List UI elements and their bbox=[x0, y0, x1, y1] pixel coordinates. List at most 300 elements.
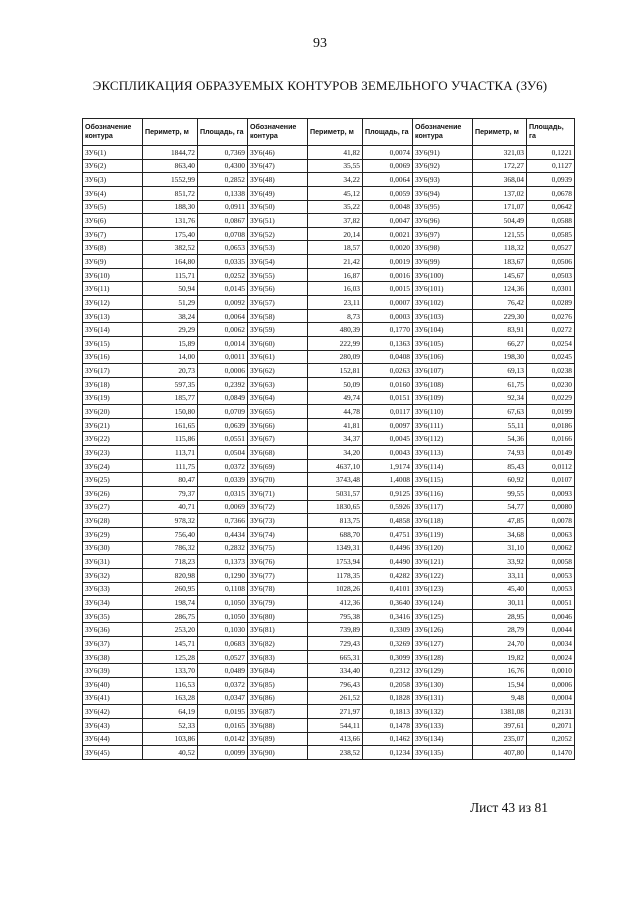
perimeter-cell: 113,71 bbox=[143, 446, 198, 460]
contour-designation: ЗУ6(13) bbox=[83, 309, 143, 323]
perimeter-cell: 54,77 bbox=[473, 500, 527, 514]
contour-designation: ЗУ6(30) bbox=[83, 541, 143, 555]
perimeter-cell: 34,68 bbox=[473, 527, 527, 541]
contour-designation: ЗУ6(86) bbox=[248, 691, 308, 705]
area-cell: 0,1478 bbox=[363, 718, 413, 732]
contour-designation: ЗУ6(9) bbox=[83, 255, 143, 269]
contour-designation: ЗУ6(11) bbox=[83, 282, 143, 296]
area-cell: 0,0372 bbox=[198, 677, 248, 691]
area-cell: 0,0006 bbox=[527, 677, 575, 691]
contour-designation: ЗУ6(56) bbox=[248, 282, 308, 296]
table-row bbox=[83, 732, 575, 746]
perimeter-cell: 665,31 bbox=[308, 650, 363, 664]
area-cell: 0,0062 bbox=[527, 541, 575, 555]
area-cell: 0,0003 bbox=[363, 309, 413, 323]
contour-designation: ЗУ6(81) bbox=[248, 623, 308, 637]
table-row bbox=[83, 282, 575, 296]
contour-designation: ЗУ6(44) bbox=[83, 732, 143, 746]
perimeter-cell: 261,52 bbox=[308, 691, 363, 705]
contour-designation: ЗУ6(27) bbox=[83, 500, 143, 514]
table-row bbox=[83, 200, 575, 214]
contour-designation: ЗУ6(101) bbox=[413, 282, 473, 296]
perimeter-cell: 1349,31 bbox=[308, 541, 363, 555]
area-cell: 0,0151 bbox=[363, 391, 413, 405]
area-cell: 0,0272 bbox=[527, 323, 575, 337]
contour-designation: ЗУ6(135) bbox=[413, 746, 473, 760]
contour-designation: ЗУ6(109) bbox=[413, 391, 473, 405]
area-cell: 0,2058 bbox=[363, 677, 413, 691]
area-cell: 0,0653 bbox=[198, 241, 248, 255]
perimeter-cell: 92,34 bbox=[473, 391, 527, 405]
contour-designation: ЗУ6(32) bbox=[83, 568, 143, 582]
table-row bbox=[83, 391, 575, 405]
table-row bbox=[83, 664, 575, 678]
area-cell: 0,1050 bbox=[198, 609, 248, 623]
perimeter-cell: 40,52 bbox=[143, 746, 198, 760]
area-cell: 0,0145 bbox=[198, 282, 248, 296]
perimeter-cell: 41,82 bbox=[308, 146, 363, 160]
perimeter-cell: 54,36 bbox=[473, 432, 527, 446]
area-cell: 0,0092 bbox=[198, 296, 248, 310]
area-cell: 0,2131 bbox=[527, 705, 575, 719]
contour-designation: ЗУ6(126) bbox=[413, 623, 473, 637]
table-row bbox=[83, 309, 575, 323]
contour-designation: ЗУ6(112) bbox=[413, 432, 473, 446]
contour-designation: ЗУ6(26) bbox=[83, 487, 143, 501]
contour-designation: ЗУ6(88) bbox=[248, 718, 308, 732]
perimeter-cell: 271,97 bbox=[308, 705, 363, 719]
contour-designation: ЗУ6(24) bbox=[83, 459, 143, 473]
contour-designation: ЗУ6(94) bbox=[413, 186, 473, 200]
table-row bbox=[83, 459, 575, 473]
contour-designation: ЗУ6(92) bbox=[413, 159, 473, 173]
area-cell: 0,1108 bbox=[198, 582, 248, 596]
table-row bbox=[83, 241, 575, 255]
perimeter-cell: 756,40 bbox=[143, 527, 198, 541]
area-cell: 0,0051 bbox=[527, 596, 575, 610]
perimeter-cell: 28,79 bbox=[473, 623, 527, 637]
table-row bbox=[83, 255, 575, 269]
contour-designation: ЗУ6(39) bbox=[83, 664, 143, 678]
area-cell: 0,4490 bbox=[363, 555, 413, 569]
contour-designation: ЗУ6(123) bbox=[413, 582, 473, 596]
perimeter-cell: 111,75 bbox=[143, 459, 198, 473]
area-cell: 0,1363 bbox=[363, 336, 413, 350]
area-cell: 0,0165 bbox=[198, 718, 248, 732]
contour-designation: ЗУ6(75) bbox=[248, 541, 308, 555]
perimeter-cell: 29,29 bbox=[143, 323, 198, 337]
contour-designation: ЗУ6(66) bbox=[248, 418, 308, 432]
perimeter-cell: 21,42 bbox=[308, 255, 363, 269]
perimeter-cell: 334,40 bbox=[308, 664, 363, 678]
table-row bbox=[83, 718, 575, 732]
perimeter-cell: 145,67 bbox=[473, 268, 527, 282]
perimeter-cell: 45,40 bbox=[473, 582, 527, 596]
perimeter-cell: 3743,48 bbox=[308, 473, 363, 487]
perimeter-cell: 253,20 bbox=[143, 623, 198, 637]
perimeter-cell: 45,12 bbox=[308, 186, 363, 200]
contour-designation: ЗУ6(50) bbox=[248, 200, 308, 214]
area-cell: 0,3269 bbox=[363, 637, 413, 651]
area-cell: 0,0112 bbox=[527, 459, 575, 473]
contour-designation: ЗУ6(99) bbox=[413, 255, 473, 269]
contour-designation: ЗУ6(25) bbox=[83, 473, 143, 487]
perimeter-cell: 597,35 bbox=[143, 377, 198, 391]
table-row bbox=[83, 214, 575, 228]
perimeter-cell: 131,76 bbox=[143, 214, 198, 228]
table-row bbox=[83, 637, 575, 651]
area-cell: 0,1290 bbox=[198, 568, 248, 582]
contour-designation: ЗУ6(48) bbox=[248, 173, 308, 187]
contour-designation: ЗУ6(68) bbox=[248, 446, 308, 460]
perimeter-cell: 198,74 bbox=[143, 596, 198, 610]
perimeter-cell: 1830,65 bbox=[308, 500, 363, 514]
area-cell: 0,0020 bbox=[363, 241, 413, 255]
area-cell: 0,0527 bbox=[198, 650, 248, 664]
area-cell: 0,0074 bbox=[363, 146, 413, 160]
header-area: Площадь, га bbox=[527, 119, 575, 146]
table-header-row bbox=[83, 119, 575, 146]
perimeter-cell: 407,80 bbox=[473, 746, 527, 760]
contour-designation: ЗУ6(67) bbox=[248, 432, 308, 446]
area-cell: 0,0016 bbox=[363, 268, 413, 282]
area-cell: 0,0289 bbox=[527, 296, 575, 310]
header-area: Площадь, га bbox=[363, 119, 413, 146]
area-cell: 0,1813 bbox=[363, 705, 413, 719]
perimeter-cell: 24,70 bbox=[473, 637, 527, 651]
area-cell: 0,0254 bbox=[527, 336, 575, 350]
area-cell: 0,0276 bbox=[527, 309, 575, 323]
perimeter-cell: 35,22 bbox=[308, 200, 363, 214]
perimeter-cell: 64,19 bbox=[143, 705, 198, 719]
area-cell: 0,0078 bbox=[527, 514, 575, 528]
perimeter-cell: 412,36 bbox=[308, 596, 363, 610]
area-cell: 0,0034 bbox=[527, 637, 575, 651]
perimeter-cell: 76,42 bbox=[473, 296, 527, 310]
area-cell: 0,0048 bbox=[363, 200, 413, 214]
perimeter-cell: 20,14 bbox=[308, 227, 363, 241]
table-body bbox=[83, 146, 575, 760]
area-cell: 0,4300 bbox=[198, 159, 248, 173]
perimeter-cell: 60,92 bbox=[473, 473, 527, 487]
perimeter-cell: 20,73 bbox=[143, 364, 198, 378]
area-cell: 0,0504 bbox=[198, 446, 248, 460]
contour-designation: ЗУ6(134) bbox=[413, 732, 473, 746]
perimeter-cell: 222,99 bbox=[308, 336, 363, 350]
perimeter-cell: 863,40 bbox=[143, 159, 198, 173]
contour-designation: ЗУ6(8) bbox=[83, 241, 143, 255]
contour-designation: ЗУ6(115) bbox=[413, 473, 473, 487]
contour-designation: ЗУ6(35) bbox=[83, 609, 143, 623]
perimeter-cell: 38,24 bbox=[143, 309, 198, 323]
contour-designation: ЗУ6(93) bbox=[413, 173, 473, 187]
perimeter-cell: 5031,57 bbox=[308, 487, 363, 501]
area-cell: 0,3099 bbox=[363, 650, 413, 664]
area-cell: 0,0059 bbox=[363, 186, 413, 200]
perimeter-cell: 55,11 bbox=[473, 418, 527, 432]
area-cell: 0,0064 bbox=[198, 309, 248, 323]
header-designation: Обозначение контура bbox=[248, 119, 308, 146]
perimeter-cell: 19,82 bbox=[473, 650, 527, 664]
contour-designation: ЗУ6(85) bbox=[248, 677, 308, 691]
perimeter-cell: 67,63 bbox=[473, 405, 527, 419]
contour-designation: ЗУ6(14) bbox=[83, 323, 143, 337]
header-designation: Обозначение контура bbox=[83, 119, 143, 146]
perimeter-cell: 145,71 bbox=[143, 637, 198, 651]
contour-designation: ЗУ6(31) bbox=[83, 555, 143, 569]
perimeter-cell: 1552,99 bbox=[143, 173, 198, 187]
table-row bbox=[83, 500, 575, 514]
contour-designation: ЗУ6(5) bbox=[83, 200, 143, 214]
contour-designation: ЗУ6(89) bbox=[248, 732, 308, 746]
contour-designation: ЗУ6(63) bbox=[248, 377, 308, 391]
area-cell: 1,4008 bbox=[363, 473, 413, 487]
area-cell: 0,0117 bbox=[363, 405, 413, 419]
area-cell: 0,2312 bbox=[363, 664, 413, 678]
perimeter-cell: 99,55 bbox=[473, 487, 527, 501]
contour-designation: ЗУ6(15) bbox=[83, 336, 143, 350]
area-cell: 0,0080 bbox=[527, 500, 575, 514]
table-row bbox=[83, 159, 575, 173]
perimeter-cell: 8,73 bbox=[308, 309, 363, 323]
area-cell: 0,0939 bbox=[527, 173, 575, 187]
perimeter-cell: 150,80 bbox=[143, 405, 198, 419]
contour-designation: ЗУ6(77) bbox=[248, 568, 308, 582]
perimeter-cell: 31,10 bbox=[473, 541, 527, 555]
table-row bbox=[83, 705, 575, 719]
table-row bbox=[83, 473, 575, 487]
table-row bbox=[83, 596, 575, 610]
contour-designation: ЗУ6(100) bbox=[413, 268, 473, 282]
area-cell: 0,0058 bbox=[527, 555, 575, 569]
area-cell: 0,2052 bbox=[527, 732, 575, 746]
table-row bbox=[83, 227, 575, 241]
perimeter-cell: 4637,10 bbox=[308, 459, 363, 473]
area-cell: 0,0186 bbox=[527, 418, 575, 432]
contour-designation: ЗУ6(12) bbox=[83, 296, 143, 310]
contour-designation: ЗУ6(108) bbox=[413, 377, 473, 391]
table-row bbox=[83, 446, 575, 460]
table-row bbox=[83, 514, 575, 528]
perimeter-cell: 813,75 bbox=[308, 514, 363, 528]
contour-designation: ЗУ6(6) bbox=[83, 214, 143, 228]
area-cell: 0,4751 bbox=[363, 527, 413, 541]
area-cell: 0,0097 bbox=[363, 418, 413, 432]
area-cell: 0,0252 bbox=[198, 268, 248, 282]
perimeter-cell: 125,28 bbox=[143, 650, 198, 664]
contour-designation: ЗУ6(23) bbox=[83, 446, 143, 460]
contour-designation: ЗУ6(113) bbox=[413, 446, 473, 460]
area-cell: 0,7369 bbox=[198, 146, 248, 160]
perimeter-cell: 74,93 bbox=[473, 446, 527, 460]
table-row bbox=[83, 186, 575, 200]
contour-designation: ЗУ6(87) bbox=[248, 705, 308, 719]
area-cell: 0,0372 bbox=[198, 459, 248, 473]
table-row bbox=[83, 691, 575, 705]
perimeter-cell: 50,94 bbox=[143, 282, 198, 296]
area-cell: 0,9125 bbox=[363, 487, 413, 501]
contour-designation: ЗУ6(55) bbox=[248, 268, 308, 282]
perimeter-cell: 729,43 bbox=[308, 637, 363, 651]
table-row bbox=[83, 336, 575, 350]
perimeter-cell: 382,52 bbox=[143, 241, 198, 255]
contour-designation: ЗУ6(69) bbox=[248, 459, 308, 473]
area-cell: 0,0199 bbox=[527, 405, 575, 419]
perimeter-cell: 35,55 bbox=[308, 159, 363, 173]
area-cell: 0,0263 bbox=[363, 364, 413, 378]
area-cell: 0,0010 bbox=[527, 664, 575, 678]
contour-designation: ЗУ6(21) bbox=[83, 418, 143, 432]
perimeter-cell: 161,65 bbox=[143, 418, 198, 432]
area-cell: 0,0093 bbox=[527, 487, 575, 501]
perimeter-cell: 61,75 bbox=[473, 377, 527, 391]
contour-designation: ЗУ6(104) bbox=[413, 323, 473, 337]
contour-designation: ЗУ6(19) bbox=[83, 391, 143, 405]
table-row bbox=[83, 364, 575, 378]
contour-designation: ЗУ6(2) bbox=[83, 159, 143, 173]
contour-designation: ЗУ6(130) bbox=[413, 677, 473, 691]
area-cell: 0,0004 bbox=[527, 691, 575, 705]
perimeter-cell: 1381,08 bbox=[473, 705, 527, 719]
perimeter-cell: 37,82 bbox=[308, 214, 363, 228]
table-row bbox=[83, 418, 575, 432]
area-cell: 0,0585 bbox=[527, 227, 575, 241]
contour-designation: ЗУ6(82) bbox=[248, 637, 308, 651]
contour-designation: ЗУ6(46) bbox=[248, 146, 308, 160]
contour-designation: ЗУ6(10) bbox=[83, 268, 143, 282]
perimeter-cell: 9,48 bbox=[473, 691, 527, 705]
table-row bbox=[83, 405, 575, 419]
perimeter-cell: 504,49 bbox=[473, 214, 527, 228]
contour-designation: ЗУ6(65) bbox=[248, 405, 308, 419]
area-cell: 0,0045 bbox=[363, 432, 413, 446]
contour-designation: ЗУ6(73) bbox=[248, 514, 308, 528]
perimeter-cell: 116,53 bbox=[143, 677, 198, 691]
contour-designation: ЗУ6(122) bbox=[413, 568, 473, 582]
area-cell: 0,0046 bbox=[527, 609, 575, 623]
contour-designation: ЗУ6(76) bbox=[248, 555, 308, 569]
perimeter-cell: 16,76 bbox=[473, 664, 527, 678]
perimeter-cell: 480,39 bbox=[308, 323, 363, 337]
area-cell: 0,1234 bbox=[363, 746, 413, 760]
area-cell: 0,4858 bbox=[363, 514, 413, 528]
area-cell: 0,7366 bbox=[198, 514, 248, 528]
contour-designation: ЗУ6(16) bbox=[83, 350, 143, 364]
area-cell: 0,1221 bbox=[527, 146, 575, 160]
contour-designation: ЗУ6(41) bbox=[83, 691, 143, 705]
area-cell: 0,0149 bbox=[527, 446, 575, 460]
perimeter-cell: 34,20 bbox=[308, 446, 363, 460]
header-perimeter: Периметр, м bbox=[308, 119, 363, 146]
contour-designation: ЗУ6(125) bbox=[413, 609, 473, 623]
perimeter-cell: 33,92 bbox=[473, 555, 527, 569]
area-cell: 0,0245 bbox=[527, 350, 575, 364]
contour-designation: ЗУ6(90) bbox=[248, 746, 308, 760]
explication-table bbox=[82, 118, 575, 760]
table-row bbox=[83, 146, 575, 160]
perimeter-cell: 80,47 bbox=[143, 473, 198, 487]
header-perimeter: Периметр, м bbox=[143, 119, 198, 146]
contour-designation: ЗУ6(131) bbox=[413, 691, 473, 705]
contour-designation: ЗУ6(18) bbox=[83, 377, 143, 391]
perimeter-cell: 28,95 bbox=[473, 609, 527, 623]
perimeter-cell: 85,43 bbox=[473, 459, 527, 473]
contour-designation: ЗУ6(28) bbox=[83, 514, 143, 528]
contour-designation: ЗУ6(36) bbox=[83, 623, 143, 637]
contour-designation: ЗУ6(118) bbox=[413, 514, 473, 528]
table-row bbox=[83, 541, 575, 555]
area-cell: 0,2071 bbox=[527, 718, 575, 732]
area-cell: 0,0347 bbox=[198, 691, 248, 705]
area-cell: 0,1030 bbox=[198, 623, 248, 637]
contour-designation: ЗУ6(59) bbox=[248, 323, 308, 337]
area-cell: 0,2392 bbox=[198, 377, 248, 391]
perimeter-cell: 188,30 bbox=[143, 200, 198, 214]
table-row bbox=[83, 268, 575, 282]
area-cell: 0,0107 bbox=[527, 473, 575, 487]
perimeter-cell: 413,66 bbox=[308, 732, 363, 746]
contour-designation: ЗУ6(45) bbox=[83, 746, 143, 760]
area-cell: 0,2832 bbox=[198, 541, 248, 555]
area-cell: 0,0069 bbox=[198, 500, 248, 514]
perimeter-cell: 172,27 bbox=[473, 159, 527, 173]
contour-designation: ЗУ6(33) bbox=[83, 582, 143, 596]
area-cell: 0,0166 bbox=[527, 432, 575, 446]
area-cell: 0,0408 bbox=[363, 350, 413, 364]
perimeter-cell: 66,27 bbox=[473, 336, 527, 350]
area-cell: 0,0011 bbox=[198, 350, 248, 364]
area-cell: 0,0044 bbox=[527, 623, 575, 637]
perimeter-cell: 49,74 bbox=[308, 391, 363, 405]
perimeter-cell: 175,40 bbox=[143, 227, 198, 241]
area-cell: 0,0014 bbox=[198, 336, 248, 350]
area-cell: 0,1770 bbox=[363, 323, 413, 337]
contour-designation: ЗУ6(49) bbox=[248, 186, 308, 200]
table-row bbox=[83, 296, 575, 310]
contour-designation: ЗУ6(128) bbox=[413, 650, 473, 664]
area-cell: 0,0911 bbox=[198, 200, 248, 214]
contour-designation: ЗУ6(60) bbox=[248, 336, 308, 350]
perimeter-cell: 152,81 bbox=[308, 364, 363, 378]
contour-designation: ЗУ6(57) bbox=[248, 296, 308, 310]
perimeter-cell: 796,43 bbox=[308, 677, 363, 691]
area-cell: 0,0506 bbox=[527, 255, 575, 269]
contour-designation: ЗУ6(29) bbox=[83, 527, 143, 541]
contour-designation: ЗУ6(58) bbox=[248, 309, 308, 323]
perimeter-cell: 51,29 bbox=[143, 296, 198, 310]
table-row bbox=[83, 350, 575, 364]
area-cell: 0,1462 bbox=[363, 732, 413, 746]
area-cell: 0,0021 bbox=[363, 227, 413, 241]
table-row bbox=[83, 582, 575, 596]
perimeter-cell: 795,38 bbox=[308, 609, 363, 623]
perimeter-cell: 16,87 bbox=[308, 268, 363, 282]
area-cell: 0,0708 bbox=[198, 227, 248, 241]
area-cell: 0,4282 bbox=[363, 568, 413, 582]
table-row bbox=[83, 650, 575, 664]
contour-designation: ЗУ6(114) bbox=[413, 459, 473, 473]
table-row bbox=[83, 527, 575, 541]
perimeter-cell: 137,02 bbox=[473, 186, 527, 200]
area-cell: 0,0062 bbox=[198, 323, 248, 337]
area-cell: 0,0053 bbox=[527, 568, 575, 582]
area-cell: 0,0639 bbox=[198, 418, 248, 432]
table-row bbox=[83, 487, 575, 501]
contour-designation: ЗУ6(22) bbox=[83, 432, 143, 446]
contour-designation: ЗУ6(7) bbox=[83, 227, 143, 241]
perimeter-cell: 851,72 bbox=[143, 186, 198, 200]
area-cell: 0,0229 bbox=[527, 391, 575, 405]
